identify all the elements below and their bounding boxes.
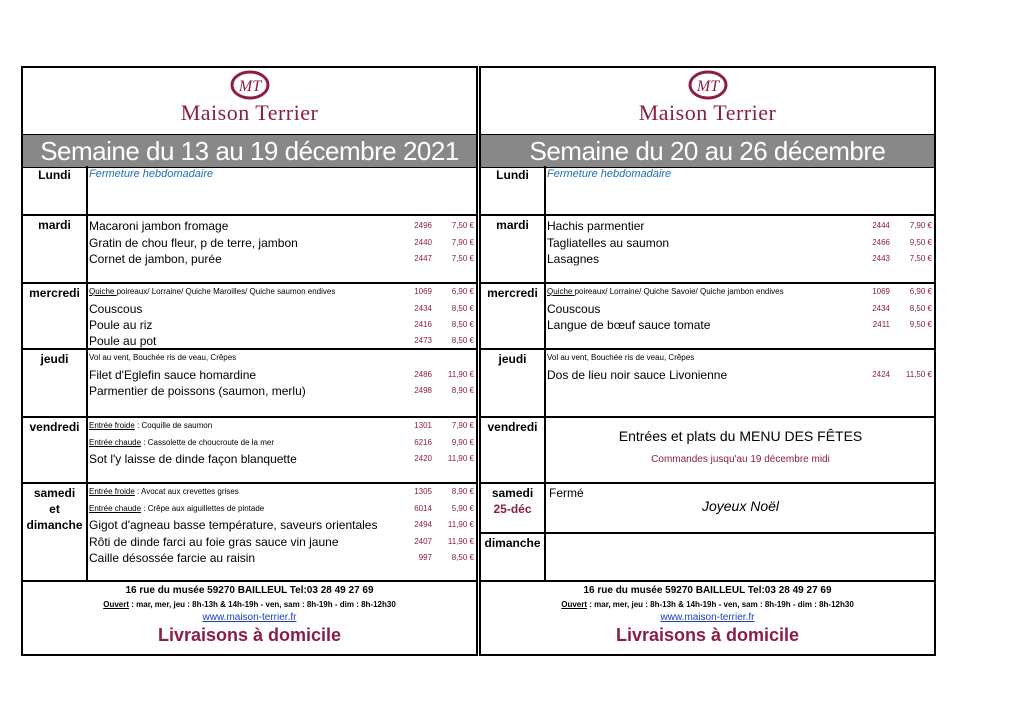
day-label: vendredi — [487, 420, 538, 434]
website-link[interactable]: www.maison-terrier.fr — [660, 612, 755, 623]
day-label: dimanche — [484, 536, 541, 550]
day-row-jeudi — [23, 350, 476, 418]
day-row-mercredi — [23, 284, 476, 350]
day-label: jeudi — [40, 352, 69, 366]
menu-item: Quiche poireaux/ Lorraine/ Quiche Savoie/ Quiche jambon endives 1069 6,90 € — [547, 287, 932, 296]
day-label: dimanche — [26, 518, 83, 532]
day-label-and: et — [49, 502, 60, 516]
menu-item: Entrée froide : Coquille de saumon 1301 7,90 € — [89, 421, 474, 430]
menu-item: Entrée chaude : Crêpe aux aiguillettes de pintade 6014 5,90 € — [89, 503, 474, 513]
date-label: 25-déc — [493, 502, 532, 516]
day-label: vendredi — [29, 420, 80, 434]
closed-note: Fermeture hebdomadaire — [547, 168, 672, 180]
week-column-right — [479, 66, 936, 656]
menu-item: Cornet de jambon, purée 2447 7,50 € — [89, 252, 474, 266]
footer — [481, 582, 934, 658]
menu-item: Sot l'y laisse de dinde façon blanquette 2420 11,90 € — [89, 452, 474, 466]
day-label: mardi — [38, 218, 71, 232]
menu-item: Gratin de chou fleur, p de terre, jambon 2440 7,90 € — [89, 235, 474, 250]
menu-item: Vol au vent, Bouchée ris de veau, Crêpes — [547, 353, 695, 362]
menu-item: Parmentier de poissons (saumon, merlu) 2498 8,90 € — [89, 384, 474, 398]
menu-item: Vol au vent, Bouchée ris de veau, Crêpes — [89, 353, 237, 362]
logo — [23, 68, 476, 134]
menu-item: Gigot d'agneau basse température, saveurs orientales 2494 11,90 € — [89, 518, 474, 532]
day-row-jeudi — [481, 350, 934, 418]
menu-item: Macaroni jambon fromage 2496 7,50 € — [89, 219, 474, 233]
day-row-mercredi — [481, 284, 934, 350]
footer — [23, 582, 476, 658]
day-row-mardi — [23, 216, 476, 284]
menu-item: Rôti de dinde farci au foie gras sauce vin jaune 2407 11,90 € — [89, 534, 474, 549]
day-row-lundi — [23, 166, 476, 216]
day-label: Lundi — [38, 168, 71, 182]
closed-label: Fermé — [549, 486, 584, 500]
menu-item: Filet d'Eglefin sauce homardine 2486 11,90 € — [89, 367, 474, 382]
menu-item: Couscous 2434 8,50 € — [89, 301, 474, 316]
delivery-banner: Livraisons à domicile — [615, 625, 800, 645]
menu-item: Caille désossée farcie au raisin 997 8,50 € — [89, 551, 474, 565]
delivery-banner: Livraisons à domicile — [157, 625, 342, 645]
day-row-vendredi — [23, 418, 476, 484]
address: 16 rue du musée 59270 BAILLEUL Tel:03 28 49 27 69 — [125, 585, 374, 596]
week-column-left — [21, 66, 478, 656]
menu-sheet — [21, 66, 936, 656]
week-title: Semaine du 20 au 26 décembre — [481, 134, 934, 168]
greeting: Joyeux Noël — [701, 498, 780, 514]
svg-text:MT: MT — [696, 78, 719, 95]
day-row-weekend — [23, 484, 476, 582]
day-label: samedi — [491, 486, 534, 500]
menu-item: Quiche poireaux/ Lorraine/ Quiche Maroilles/ Quiche saumon endives 1069 6,90 € — [89, 287, 474, 296]
menu-item: Tagliatelles au saumon 2466 9,50 € — [547, 235, 932, 250]
day-label: samedi — [33, 486, 76, 500]
day-row-samedi — [481, 484, 934, 534]
day-label: jeudi — [498, 352, 527, 366]
website-link[interactable]: www.maison-terrier.fr — [202, 612, 297, 623]
brand-name: Maison Terrier — [180, 100, 319, 125]
menu-item: Poule au riz 2416 8,50 € — [89, 318, 474, 332]
day-label: mardi — [496, 218, 529, 232]
menu-item: Poule au pot 2473 8,50 € — [89, 333, 474, 348]
day-label: mercredi — [29, 286, 80, 300]
menu-item: Langue de bœuf sauce tomate 2411 9,50 € — [547, 318, 932, 332]
week-title: Semaine du 13 au 19 décembre 2021 — [23, 134, 476, 168]
day-row-mardi — [481, 216, 934, 284]
menu-item: Lasagnes 2443 7,50 € — [547, 252, 932, 266]
day-label: Lundi — [496, 168, 529, 182]
closed-note: Fermeture hebdomadaire — [89, 168, 214, 180]
day-row-lundi — [481, 166, 934, 216]
brand-name: Maison Terrier — [638, 100, 777, 125]
menu-item: Couscous 2434 8,50 € — [547, 301, 932, 316]
menu-item: Entrée froide : Avocat aux crevettes grises 1305 8,90 € — [89, 487, 474, 496]
menu-item: Dos de lieu noir sauce Livonienne 2424 11,50 € — [547, 367, 932, 382]
opening-hours: Ouvert : mar, mer, jeu : 8h-13h & 14h-19h - ven, sam : 8h-19h - dim : 8h-12h30 — [561, 600, 854, 609]
menu-item: Hachis parmentier 2444 7,90 € — [547, 219, 932, 233]
address: 16 rue du musée 59270 BAILLEUL Tel:03 28 49 27 69 — [583, 585, 832, 596]
svg-text:MT: MT — [238, 78, 261, 95]
logo — [481, 68, 934, 134]
monogram-logo — [688, 70, 728, 100]
menu-item: Entrée chaude : Cassolette de choucroute de la mer 6216 9,90 € — [89, 437, 474, 447]
opening-hours: Ouvert : mar, mer, jeu : 8h-13h & 14h-19h - ven, sam : 8h-19h - dim : 8h-12h30 — [103, 600, 396, 609]
monogram-logo — [230, 70, 270, 100]
day-row-dimanche — [481, 534, 934, 582]
order-deadline: Commandes jusqu'au 19 décembre midi — [651, 454, 830, 465]
day-label: mercredi — [487, 286, 538, 300]
day-row-vendredi — [481, 418, 934, 484]
holiday-menu-title: Entrées et plats du MENU DES FÊTES — [618, 428, 863, 444]
